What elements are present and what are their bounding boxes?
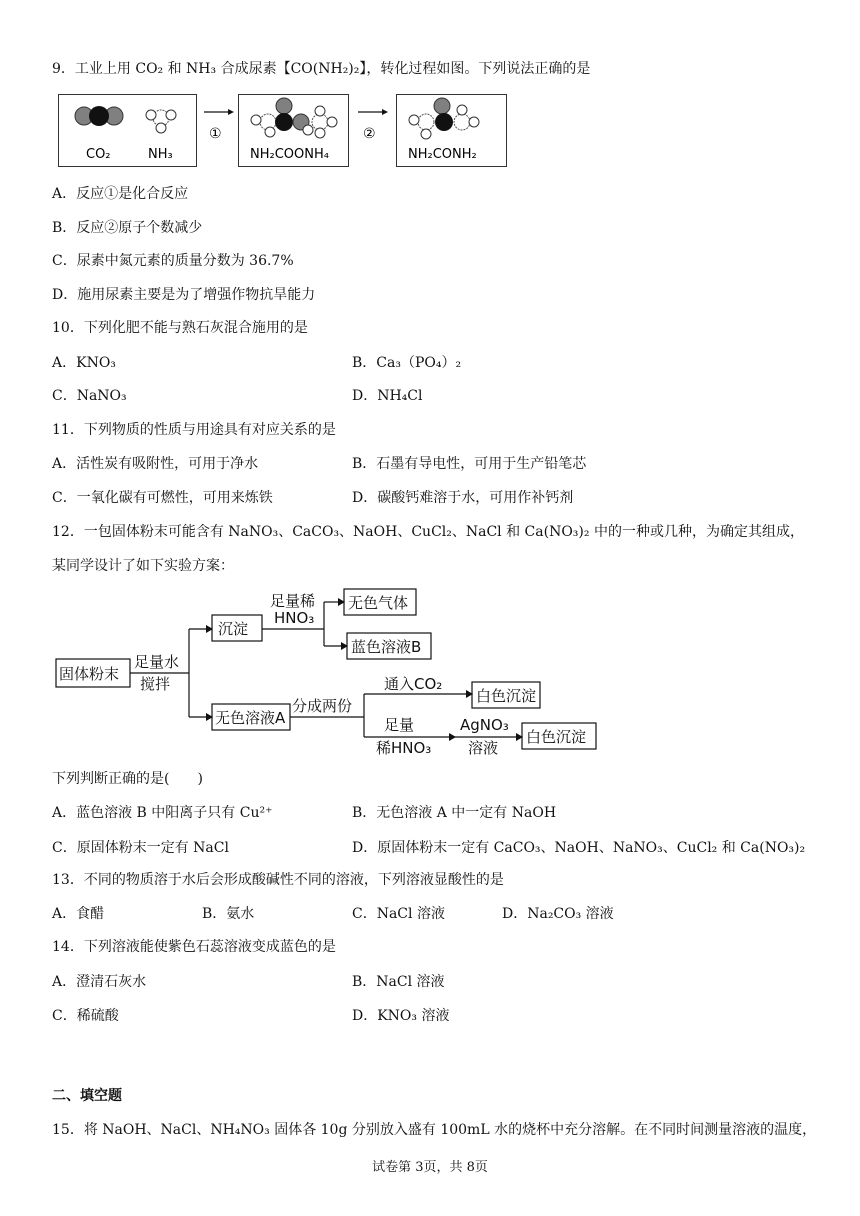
q11-stem: 11．下列物质的性质与用途具有对应关系的是 — [52, 422, 336, 438]
flow-acid-2: HNO₃ — [274, 609, 315, 627]
q9-option-b: B．反应②原子个数减少 — [52, 220, 203, 236]
flow-co2: 通入CO₂ — [384, 675, 443, 693]
co2-label: CO₂ — [86, 147, 111, 162]
q9-option-c: C．尿素中氮元素的质量分数为 36.7% — [52, 253, 294, 269]
hydrogen-atom — [146, 110, 156, 120]
q10-option-c: C．NaNO₃ — [52, 388, 127, 404]
page-footer: 试卷第 3页，共 8页 — [372, 1160, 488, 1175]
step-1-label: ① — [209, 126, 222, 142]
hydrogen-atom — [156, 123, 166, 133]
flow-agno3-2: 溶液 — [468, 739, 499, 757]
q10-option-d: D．NH₄Cl — [352, 388, 423, 404]
q12-flowchart — [52, 585, 612, 760]
flow-start: 固体粉末 — [59, 665, 120, 683]
q9-option-a: A．反应①是化合反应 — [52, 186, 189, 202]
hydrogen-atom — [166, 110, 176, 120]
q9-stem: 9．工业上用 CO₂ 和 NH₃ 合成尿素【CO(NH₂)₂】，转化过程如图。下列说法正确的是 — [52, 61, 591, 77]
flow-water-1: 足量水 — [134, 653, 180, 671]
q14-option-d: D．KNO₃ 溶液 — [352, 1008, 450, 1024]
q13-stem: 13．不同的物质溶于水后会形成酸碱性不同的溶液，下列溶液显酸性的是 — [52, 872, 504, 888]
q10-option-a: A．KNO₃ — [52, 355, 116, 371]
q12-stem-line2: 某同学设计了如下实验方案： — [52, 558, 234, 574]
flow-split: 分成两份 — [292, 697, 353, 715]
q13-option-b: B．氨水 — [202, 906, 255, 922]
q14-option-b: B．NaCl 溶液 — [352, 974, 445, 990]
flow-agno3-1: AgNO₃ — [460, 716, 509, 734]
q9-option-d: D．施用尿素主要是为了增强作物抗旱能力 — [52, 287, 316, 303]
q11-option-b: B．石墨有导电性，可用于生产铅笔芯 — [352, 456, 587, 472]
q11-option-d: D．碳酸钙难溶于水，可用作补钙剂 — [352, 490, 574, 506]
q12-option-c: C．原固体粉末一定有 NaCl — [52, 840, 229, 856]
q10-stem: 10．下列化肥不能与熟石灰混合施用的是 — [52, 320, 308, 336]
q12-option-a: A．蓝色溶液 B 中阳离子只有 Cu²⁺ — [52, 805, 273, 821]
flow-excess-2: 稀HNO₃ — [376, 739, 432, 757]
flow-white-ppt-1: 白色沉淀 — [476, 687, 537, 705]
flow-white-ppt-2: 白色沉淀 — [526, 728, 587, 746]
nh3-label: NH₃ — [148, 147, 173, 162]
q10-option-b: B．Ca₃（PO₄）₂ — [352, 355, 462, 371]
step-2-label: ② — [363, 126, 376, 142]
carbon-atom — [89, 106, 109, 126]
q14-option-a: A．澄清石灰水 — [52, 974, 147, 990]
nh2coonh4-label: NH₂COONH₄ — [250, 147, 329, 162]
flow-acid-1: 足量稀 — [270, 592, 316, 610]
flow-gas: 无色气体 — [348, 594, 409, 612]
q13-option-c: C．NaCl 溶液 — [352, 906, 445, 922]
nh2conh2-label: NH₂CONH₂ — [408, 147, 477, 162]
q12-option-d: D．原固体粉末一定有 CaCO₃、NaOH、NaNO₃、CuCl₂ 和 Ca(NO₃)₂ — [352, 840, 806, 856]
flow-precipitate: 沉淀 — [218, 620, 249, 638]
q11-option-c: C．一氧化碳有可燃性，可用来炼铁 — [52, 490, 273, 506]
section-title: 二、填空题 — [52, 1088, 122, 1104]
q12-stem-line1: 12．一包固体粉末可能含有 NaNO₃、CaCO₃、NaOH、CuCl₂、NaCl 和 Ca(NO₃)₂ 中的一种或几种，为确定其组成， — [52, 524, 804, 540]
flow-colorless-solution: 无色溶液A — [215, 709, 286, 727]
q9-reaction-figure — [58, 92, 508, 168]
flow-water-2: 搅拌 — [140, 675, 171, 693]
q11-option-a: A．活性炭有吸附性，可用于净水 — [52, 456, 259, 472]
q13-option-d: D．Na₂CO₃ 溶液 — [502, 906, 614, 922]
flow-excess-1: 足量 — [384, 716, 415, 734]
q14-stem: 14．下列溶液能使紫色石蕊溶液变成蓝色的是 — [52, 939, 336, 955]
q12-judge: 下列判断正确的是( ) — [52, 771, 203, 787]
q15-stem: 15．将 NaOH、NaCl、NH₄NO₃ 固体各 10g 分别放入盛有 100mL 水的烧杯中充分溶解。在不同时间测量溶液的温度， — [52, 1122, 817, 1138]
flow-blue-solution: 蓝色溶液B — [351, 638, 422, 656]
q13-option-a: A．食醋 — [52, 906, 105, 922]
q14-option-c: C．稀硫酸 — [52, 1008, 119, 1024]
q12-option-b: B．无色溶液 A 中一定有 NaOH — [352, 805, 557, 821]
